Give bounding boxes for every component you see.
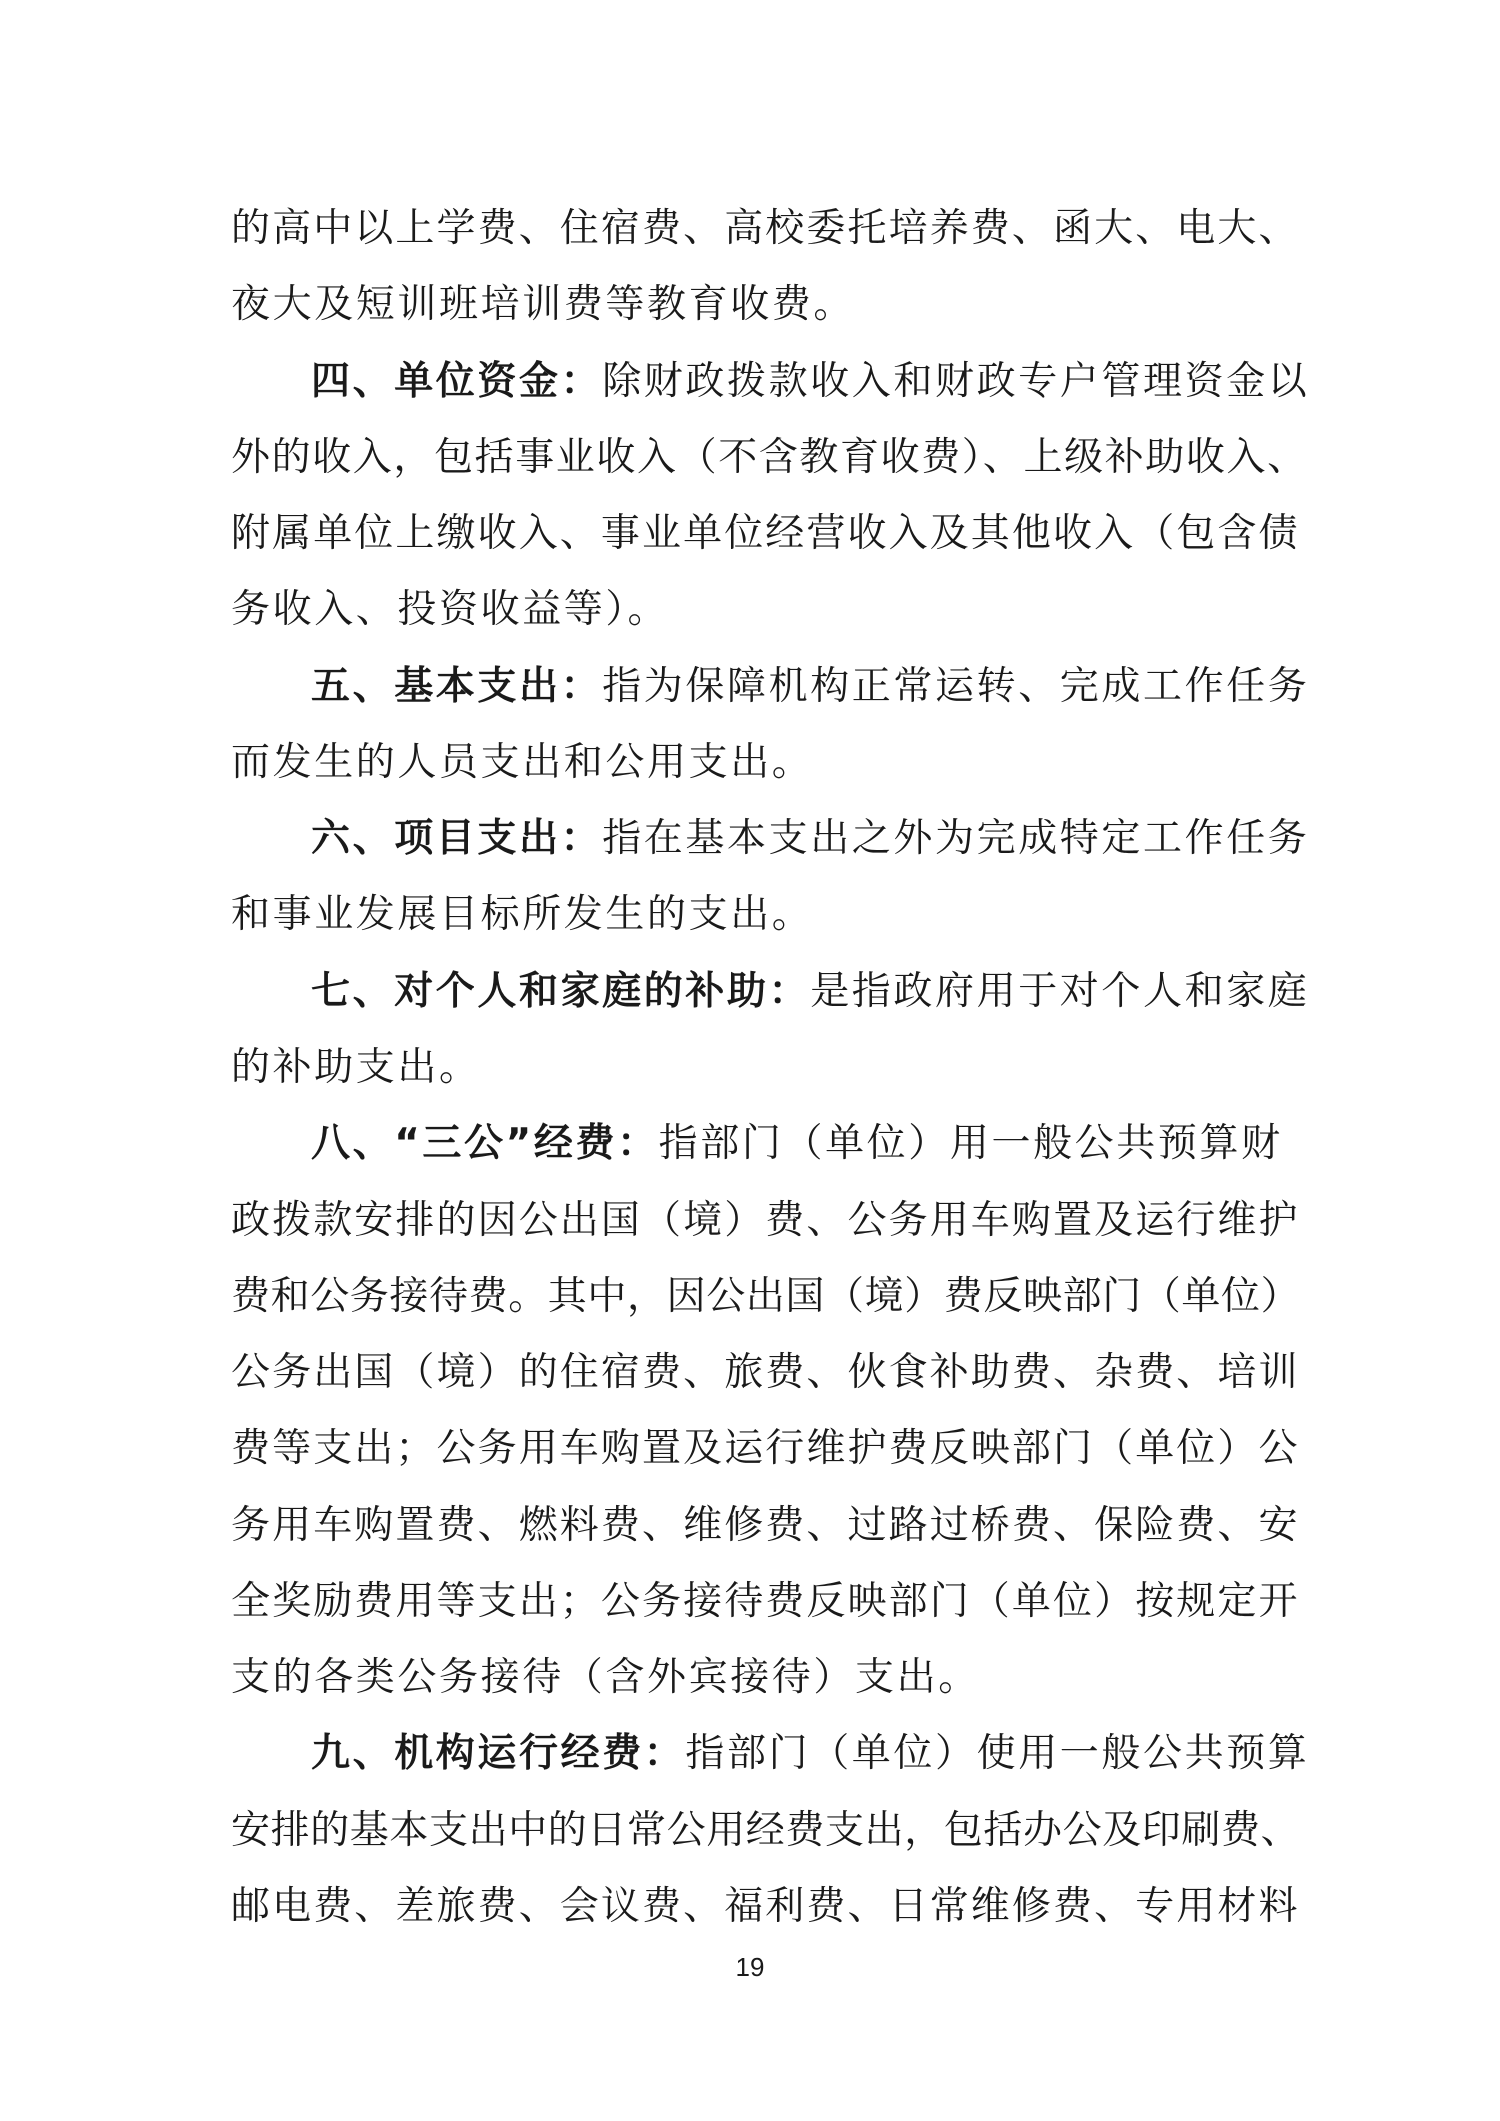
text-line: 安排的基本支出中的日常公用经费支出，包括办公及印刷费、 — [231, 1808, 1301, 1853]
text-run: 指部门（单位）使用一般公共预算 — [685, 1731, 1310, 1776]
paragraph-first-line — [311, 1728, 1309, 1780]
text-run: 指为保障机构正常运转、完成工作任务 — [602, 664, 1310, 709]
paragraph-first-line — [311, 661, 1309, 713]
section-heading: 五、基本支出： — [311, 664, 603, 709]
text-line: 全奖励费用等支出；公务接待费反映部门（单位）按规定开 — [231, 1579, 1300, 1624]
text-line: 费等支出；公务用车购置及运行维护费反映部门（单位）公 — [231, 1426, 1300, 1471]
text-line: 和事业发展目标所发生的支出。 — [231, 892, 814, 937]
text-run: 除财政拨款收入和财政专户管理资金以 — [602, 359, 1310, 404]
section-heading: 四、单位资金： — [311, 359, 603, 404]
text-line: 费和公务接待费。其中，因公出国（境）费反映部门（单位） — [231, 1274, 1301, 1319]
text-line: 的补助支出。 — [231, 1045, 481, 1090]
text-line: 公务出国（境）的住宿费、旅费、伙食补助费、杂费、培训 — [231, 1350, 1300, 1395]
paragraph-first-line — [311, 1118, 1283, 1170]
text-line: 务收入、投资收益等）。 — [231, 587, 670, 632]
section-heading: 八、“三公”经费： — [311, 1121, 659, 1166]
text-line: 的高中以上学费、住宿费、高校委托培养费、函大、电大、 — [231, 206, 1300, 251]
text-run: 是指政府用于对个人和家庭 — [810, 969, 1310, 1014]
page-number: 19 — [735, 1952, 765, 1982]
text-run: 指在基本支出之外为完成特定工作任务 — [602, 816, 1310, 861]
paragraph-first-line — [311, 966, 1309, 1018]
text-line: 附属单位上缴收入、事业单位经营收入及其他收入（包含债 — [231, 511, 1300, 556]
text-run: 指部门（单位）用一般公共预算财 — [658, 1121, 1283, 1166]
text-line: 务用车购置费、燃料费、维修费、过路过桥费、保险费、安 — [231, 1503, 1300, 1548]
text-line: 邮电费、差旅费、会议费、福利费、日常维修费、专用材料 — [231, 1884, 1300, 1929]
text-line: 政拨款安排的因公出国（境）费、公务用车购置及运行维护 — [231, 1198, 1300, 1243]
section-heading: 六、项目支出： — [311, 816, 603, 861]
section-heading: 七、对个人和家庭的补助： — [311, 969, 811, 1014]
section-heading: 九、机构运行经费： — [311, 1731, 686, 1776]
paragraph-first-line — [311, 813, 1309, 865]
paragraph-first-line — [311, 356, 1309, 408]
text-line: 夜大及短训班培训费等教育收费。 — [231, 282, 856, 327]
text-line: 而发生的人员支出和公用支出。 — [231, 740, 814, 785]
text-line: 支的各类公务接待（含外宾接待）支出。 — [231, 1655, 980, 1700]
text-line: 外的收入，包括事业收入（不含教育收费）、上级补助收入、 — [231, 435, 1308, 480]
